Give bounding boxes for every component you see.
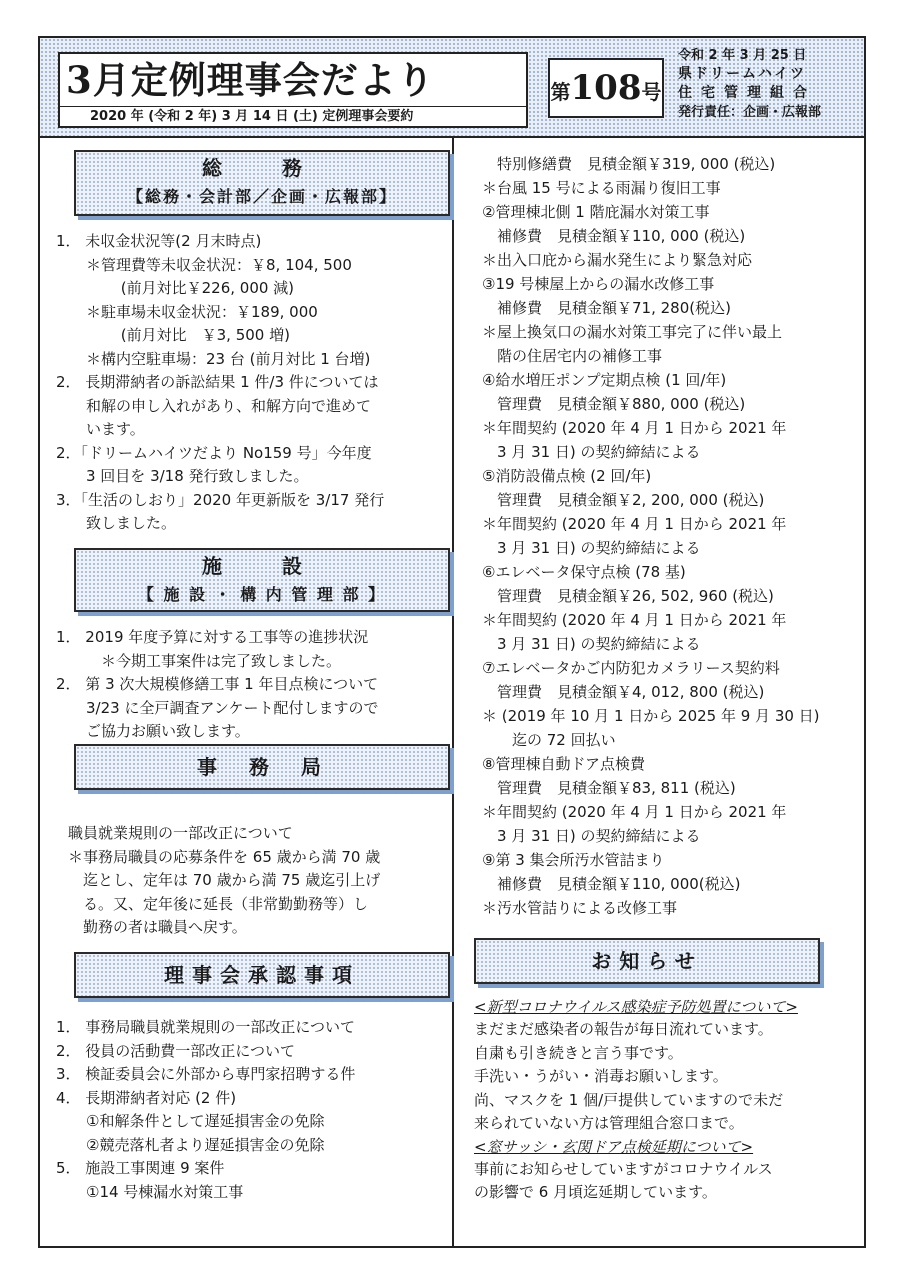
work-line: ④給水増圧ポンプ定期点検 (1 回/年): [482, 371, 727, 389]
work-line: ③19 号棟屋上からの漏水改修工事: [482, 275, 715, 293]
shisetsu-line: 1． 2019 年度予算に対する工事等の進捗状況: [56, 628, 369, 646]
publisher-info: [678, 46, 862, 122]
somu-line: ＊管理費等未収金状況：￥8, 104, 500: [56, 255, 352, 274]
somu-line: ＊駐車場未収金状況：￥189, 000: [56, 302, 318, 321]
responsible-party: 発行責任：企画・広報部: [678, 105, 822, 120]
org-name-line2: 住宅管理組合: [678, 85, 816, 101]
shisetsu-content: [56, 626, 448, 744]
shonin-line: 4． 長期滞納者対応 (2 件): [56, 1088, 237, 1107]
column-divider: [452, 138, 454, 1246]
shisetsu-line: ご協力お願い致します。: [56, 722, 250, 740]
shisetsu-line: 3/23 に全戸調査アンケート配付しますので: [56, 698, 379, 717]
notice-line: 来られていない方は管理組合窓口まで。: [474, 1114, 744, 1132]
work-line: 3 月 31 日) の契約締結による: [482, 539, 701, 557]
section-title: 理事会承認事項: [164, 963, 360, 987]
issue-number: 108: [570, 68, 642, 108]
somu-line: 2．「ドリームハイツだより No159 号」今年度: [56, 443, 372, 462]
somu-line: ＊構内空駐車場：23 台 (前月対比 1 台増): [56, 349, 371, 368]
work-line: ＊出入口庇から漏水発生により緊急対応: [482, 251, 753, 269]
work-line: 迄の 72 回払い: [482, 731, 616, 749]
work-line: 管理費 見積金額￥4, 012, 800 (税込): [482, 683, 765, 701]
section-header-jimukyoku: [74, 744, 450, 790]
jimukyoku-line: 迄とし、定年は 70 歳から満 75 歳迄引上げ: [68, 871, 381, 889]
issue-number-box: [548, 58, 664, 118]
work-line: ＊年間契約 (2020 年 4 月 1 日から 2021 年: [482, 611, 787, 629]
somu-line: (前月対比￥226, 000 減): [56, 279, 295, 297]
somu-line: います。: [56, 420, 145, 438]
somu-content: [56, 230, 448, 536]
notice-line: の影響で 6 月頃迄延期しています。: [474, 1183, 717, 1201]
notice-line: 尚、マスクを 1 個/戸提供していますので未だ: [474, 1090, 784, 1109]
notice-line: 事前にお知らせしていますがコロナウイルス: [474, 1159, 773, 1178]
notice-heading-covid: <新型コロナウイルス感染症予防処置について>: [474, 998, 798, 1016]
work-line: ⑨第 3 集会所汚水管詰まり: [482, 851, 665, 869]
section-header-shisetsu: [74, 548, 450, 612]
work-line: 補修費 見積金額￥110, 000 (税込): [482, 227, 746, 245]
work-line: 3 月 31 日) の契約締結による: [482, 635, 701, 653]
work-line: ＊年間契約 (2020 年 4 月 1 日から 2021 年: [482, 803, 787, 821]
issue-prefix: 第: [550, 80, 571, 104]
section-header-oshirase: [474, 938, 820, 984]
work-line: ＊屋上換気口の漏水対策工事完了に伴い最上: [482, 323, 783, 341]
work-line: ⑥エレベータ保守点検 (78 基): [482, 563, 686, 581]
header-band: [40, 38, 864, 138]
shonin-content: [56, 1016, 448, 1204]
somu-line: 2． 長期滞納者の訴訟結果 1 件/3 件については: [56, 373, 379, 391]
section-header-somu: [74, 150, 450, 216]
shonin-line: 5． 施設工事関連 9 案件: [56, 1159, 225, 1177]
section-subtitle: 【 施 設 ・ 構 内 管 理 部 】: [137, 585, 387, 604]
meeting-subtitle: 2020 年 (令和 2 年) 3 月 14 日 (土) 定例理事会要約: [60, 106, 526, 126]
section-title: 総 務: [202, 156, 322, 180]
work-line: ②管理棟北側 1 階庇漏水対策工事: [482, 203, 710, 221]
newsletter-page: [38, 36, 866, 1248]
section-title: お知らせ: [591, 949, 703, 973]
shonin-line: 1． 事務局職員就業規則の一部改正について: [56, 1018, 356, 1036]
work-line: ＊ (2019 年 10 月 1 日から 2025 年 9 月 30 日): [482, 707, 820, 725]
work-line: ⑦エレベータかご内防犯カメラリース契約料: [482, 659, 780, 677]
work-line: ＊年間契約 (2020 年 4 月 1 日から 2021 年: [482, 515, 787, 533]
notice-covid-body: [474, 1018, 860, 1136]
work-line: ⑧管理棟自動ドア点検費: [482, 755, 645, 773]
work-line: 補修費 見積金額￥71, 280(税込): [482, 299, 731, 317]
jimukyoku-line: 勤務の者は職員へ戻す。: [68, 918, 247, 936]
issue-suffix: 号: [641, 80, 662, 104]
jimukyoku-line: 職員就業規則の一部改正について: [68, 824, 293, 842]
notice-line: まだまだ感染者の報告が毎日流れています。: [474, 1020, 773, 1038]
jimukyoku-line: る。又、定年後に延長（非常勤勤務等）し: [68, 894, 369, 913]
work-line: 3 月 31 日) の契約締結による: [482, 443, 701, 461]
work-line: 管理費 見積金額￥26, 502, 960 (税込): [482, 587, 774, 605]
shonin-line: ②競売落札者より遅延損害金の免除: [56, 1135, 325, 1154]
work-line: ⑤消防設備点検 (2 回/年): [482, 467, 652, 485]
work-line: 階の住居宅内の補修工事: [482, 347, 663, 365]
shonin-line: 3． 検証委員会に外部から専門家招聘する件: [56, 1065, 356, 1083]
jimukyoku-content: [68, 822, 448, 940]
somu-line: (前月対比 ￥3, 500 増): [56, 326, 290, 344]
notice-content: [474, 996, 860, 1205]
jimukyoku-line: ＊事務局職員の応募条件を 65 歳から満 70 歳: [68, 847, 381, 866]
somu-line: 1． 未収金状況等(2 月末時点): [56, 232, 262, 250]
section-header-shonin: [74, 952, 450, 998]
notice-heading-sash: <窓サッシ・玄関ドア点検延期について>: [474, 1137, 754, 1156]
shonin-line: ①14 号棟漏水対策工事: [56, 1182, 244, 1201]
work-line: 管理費 見積金額￥2, 200, 000 (税込): [482, 491, 765, 509]
somu-line: 致しました。: [56, 514, 177, 532]
shonin-line: ①和解条件として遅延損害金の免除: [56, 1112, 325, 1130]
work-line: 管理費 見積金額￥880, 000 (税込): [482, 395, 746, 413]
issue-date: 令和 2 年 3 月 25 日: [678, 48, 807, 63]
somu-line: 3．「生活のしおり」2020 年更新版を 3/17 発行: [56, 490, 385, 509]
org-name-line1: 県ドリームハイツ: [678, 66, 806, 82]
work-line: ＊台風 15 号による雨漏り復旧工事: [482, 179, 721, 197]
work-line: 管理費 見積金額￥83, 811 (税込): [482, 779, 736, 797]
work-line: ＊年間契約 (2020 年 4 月 1 日から 2021 年: [482, 419, 787, 437]
notice-line: 手洗い・うがい・消毒お願いします。: [474, 1067, 728, 1085]
title-box: [58, 52, 528, 128]
shisetsu-line: ＊今期工事案件は完了致しました。: [56, 651, 342, 670]
facility-work-list: [482, 152, 860, 920]
section-title: 施 設: [202, 554, 322, 578]
somu-line: 和解の申し入れがあり、和解方向で進めて: [56, 396, 372, 415]
section-title: 事 務 局: [197, 755, 327, 779]
notice-sash-body: [474, 1158, 860, 1205]
somu-line: 3 回目を 3/18 発行致しました。: [56, 467, 309, 485]
shisetsu-line: 2． 第 3 次大規模修繕工事 1 年目点検について: [56, 675, 379, 693]
work-line: ＊汚水管詰りによる改修工事: [482, 899, 678, 917]
shonin-line: 2． 役員の活動費一部改正について: [56, 1041, 296, 1060]
work-line: 補修費 見積金額￥110, 000(税込): [482, 875, 741, 893]
work-line: 特別修繕費 見積金額￥319, 000 (税込): [482, 155, 776, 173]
section-subtitle: 【総務・会計部／企画・広報部】: [126, 187, 397, 206]
work-line: 3 月 31 日) の契約締結による: [482, 827, 701, 845]
notice-line: 自粛も引き続きと言う事です。: [474, 1043, 683, 1062]
page-title: 3月定例理事会だより: [66, 58, 435, 102]
